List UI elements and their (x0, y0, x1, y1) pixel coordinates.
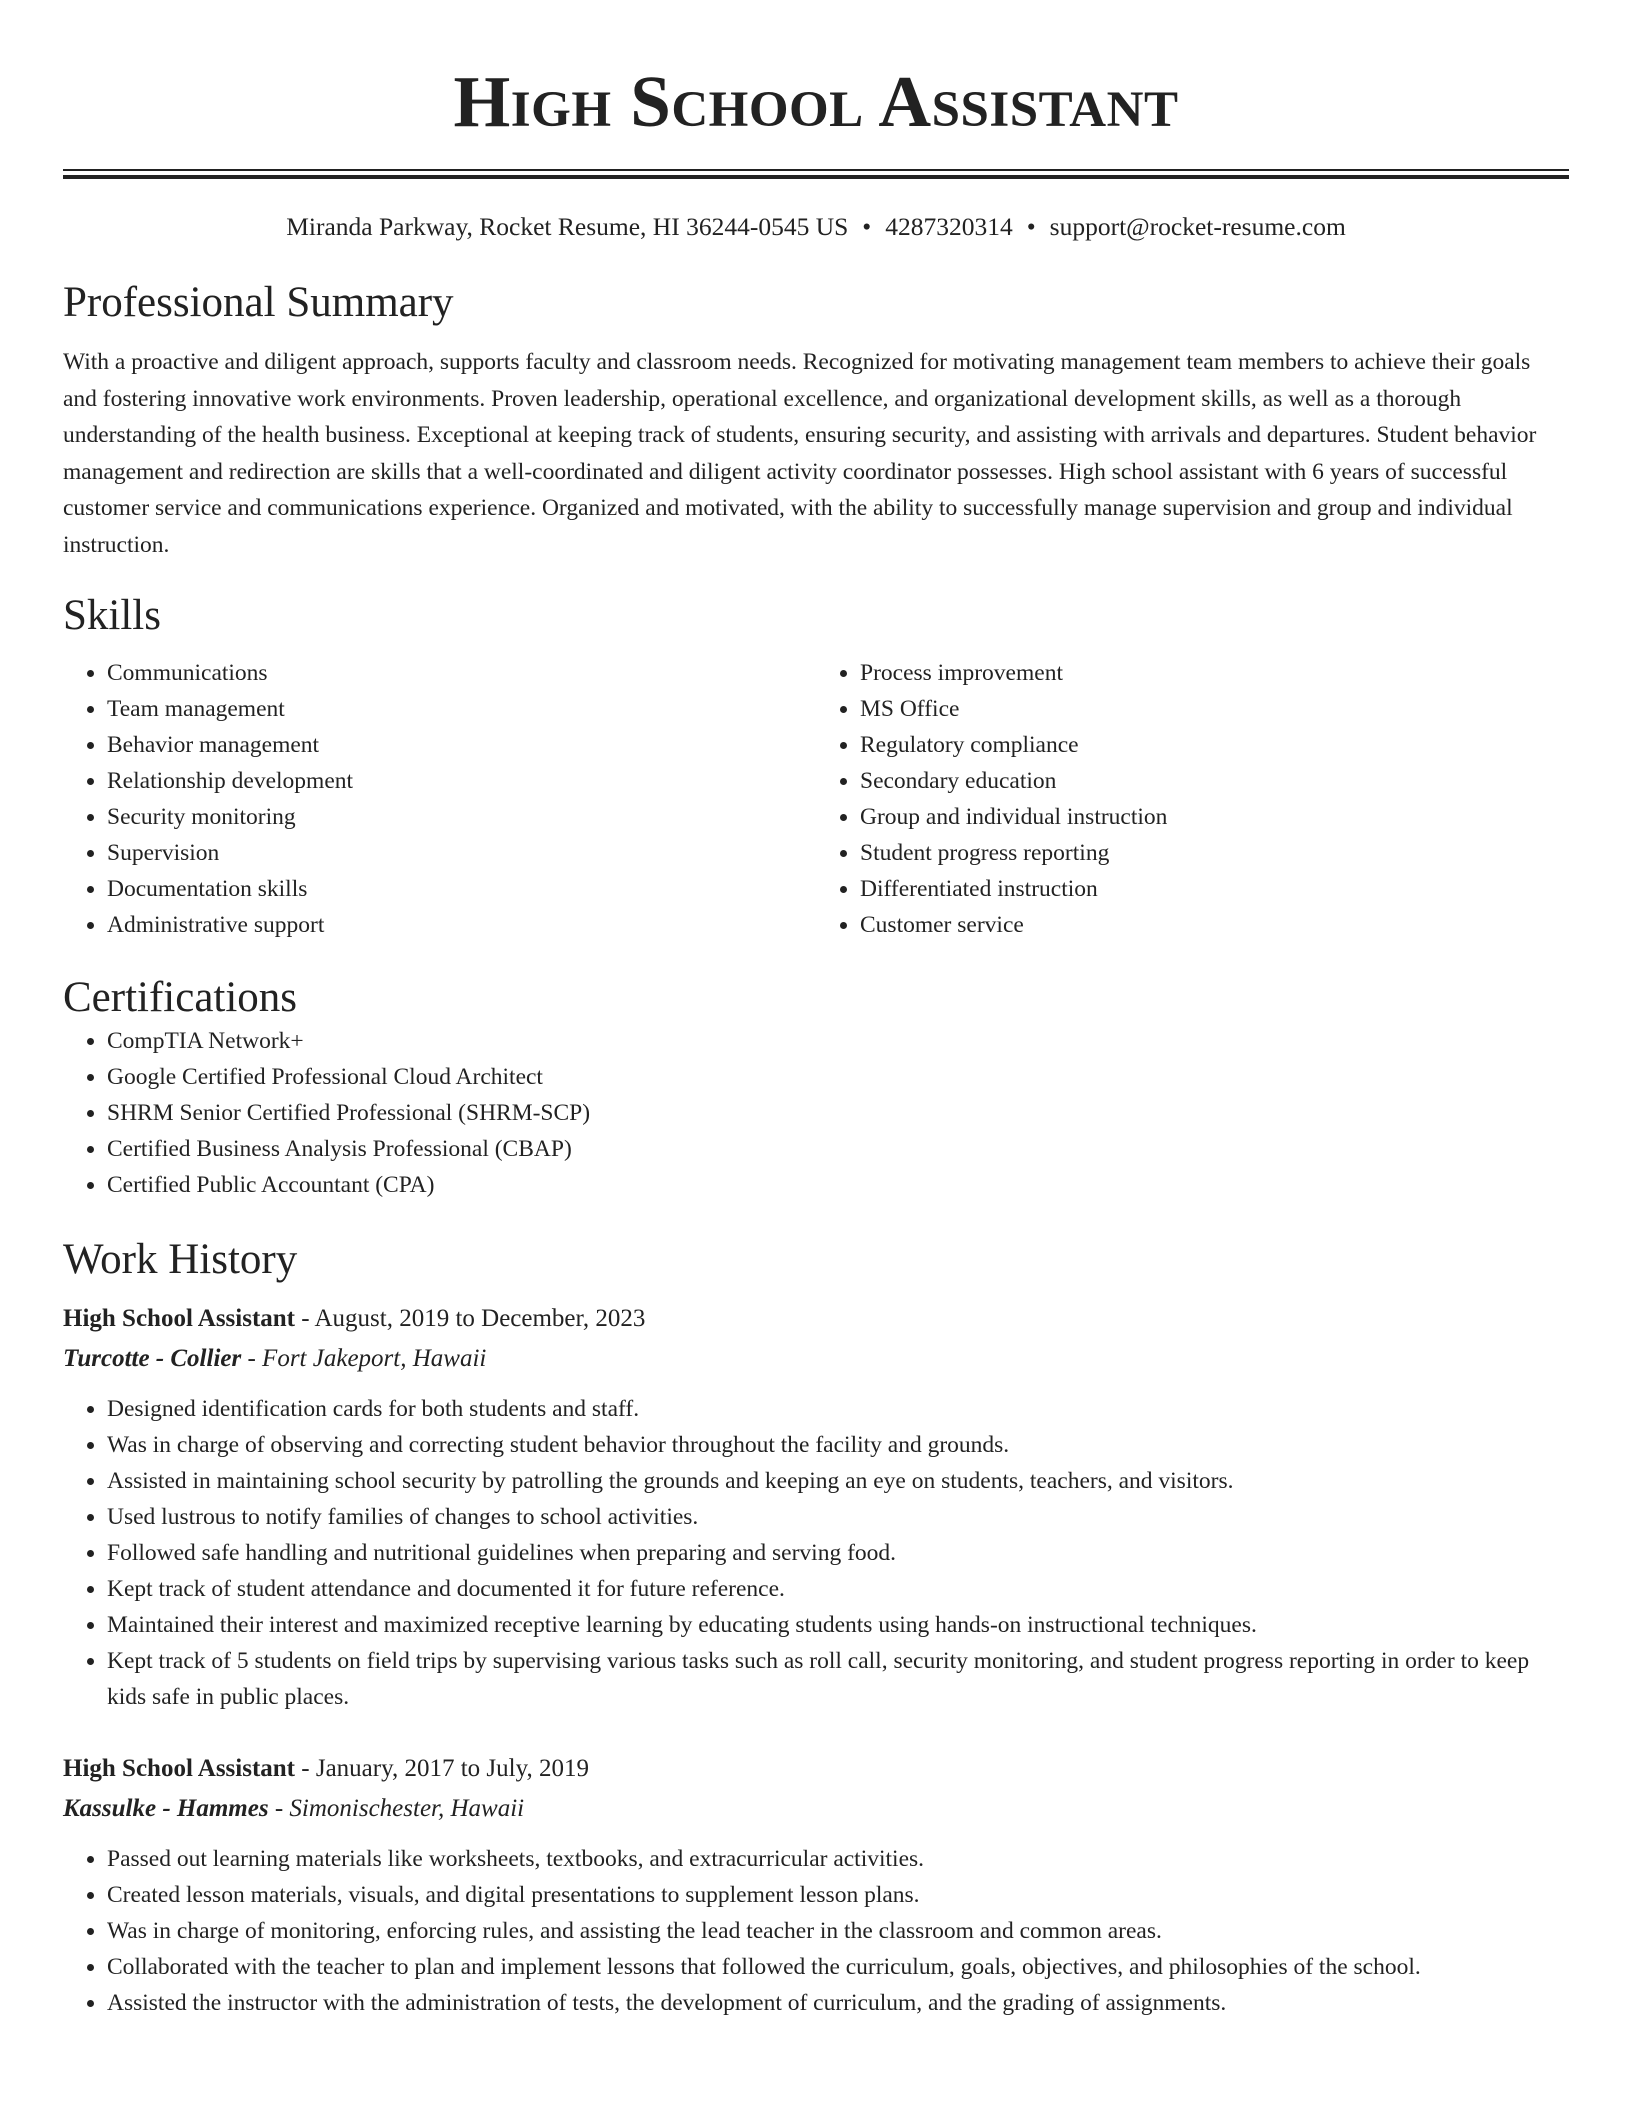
job-role: High School Assistant (63, 1755, 296, 1782)
job-duties-list (63, 1391, 1569, 1715)
job-duty: • Followed safe handling and nutritional guidelines when preparing and serving food. (107, 1535, 1569, 1571)
skill-item: • Behavior management (107, 727, 816, 763)
job-entry (63, 1749, 1569, 2021)
job-title-line (63, 1299, 1569, 1339)
certification-item: • Google Certified Professional Cloud Architect (107, 1059, 1569, 1095)
skill-item: • Customer service (860, 907, 1569, 943)
certifications-list (63, 1023, 1569, 1203)
job-company-line (63, 1789, 1569, 1829)
certifications-heading: Certifications (63, 974, 298, 1021)
job-duty: • Created lesson materials, visuals, and digital presentations to supplement lesson plans. (107, 1877, 1569, 1913)
job-duty: • Kept track of student attendance and documented it for future reference. (107, 1571, 1569, 1607)
skill-item: • Supervision (107, 835, 816, 871)
job-location: - Simonischester, Hawaii (268, 1795, 525, 1822)
job-title-line (63, 1749, 1569, 1789)
job-duty: • Collaborated with the teacher to plan and implement lessons that followed the curriculum, goals, objectives, and philosophies of the school. (107, 1949, 1569, 1985)
job-duty: • Assisted the instructor with the administration of tests, the development of curriculum, and the grading of assignments. (107, 1985, 1569, 2021)
job-dates: - August, 2019 to December, 2023 (295, 1305, 646, 1332)
skills-list-left (63, 655, 816, 943)
skill-item: • Differentiated instruction (860, 871, 1569, 907)
work-history-heading: Work History (63, 1236, 298, 1283)
job-role: High School Assistant (63, 1305, 296, 1332)
contact-address: Miranda Parkway, Rocket Resume, HI 36244-0545 US (286, 212, 849, 241)
skill-item: • Administrative support (107, 907, 816, 943)
skill-item: • Student progress reporting (860, 835, 1569, 871)
summary-text: With a proactive and diligent approach, supports faculty and classroom needs. Recognized for motivating management team members to achieve their goals and fostering innovative work environments. Proven leadership, operational excellence, and organizational development skills, as well as a thorough understanding of the health business. Exceptional at keeping track of students, ensuring security, and assisting with arrivals and departures. Student behavior management and redirection are skills that a well-coordinated and diligent activity coordinator possesses. High school assistant with 6 years of successful customer service and communications experience. Organized and motivated, with the ability to successfully manage supervision and group and individual instruction. (63, 349, 1537, 558)
skill-item: • Team management (107, 691, 816, 727)
skill-item: • Documentation skills (107, 871, 816, 907)
title-divider (63, 169, 1569, 179)
skill-item: • Communications (107, 655, 816, 691)
job-duty: • Was in charge of observing and correcting student behavior throughout the facility and grounds. (107, 1427, 1569, 1463)
skill-item: • Secondary education (860, 763, 1569, 799)
contact-separator: • (1026, 212, 1036, 241)
job-company: Kassulke - Hammes (63, 1795, 269, 1822)
skill-item: • Process improvement (860, 655, 1569, 691)
certification-item: • Certified Public Accountant (CPA) (107, 1167, 1569, 1203)
job-duty: • Designed identification cards for both students and staff. (107, 1391, 1569, 1427)
contact-line (63, 212, 1569, 242)
job-company-line (63, 1339, 1569, 1379)
job-duty: • Was in charge of monitoring, enforcing rules, and assisting the lead teacher in the classroom and common areas. (107, 1913, 1569, 1949)
job-duty: • Used lustrous to notify families of changes to school activities. (107, 1499, 1569, 1535)
contact-separator: • (862, 212, 872, 241)
job-duty: • Passed out learning materials like worksheets, textbooks, and extracurricular activities. (107, 1841, 1569, 1877)
certification-item: • Certified Business Analysis Professional (CBAP) (107, 1131, 1569, 1167)
skills-columns (63, 655, 1569, 943)
job-dates: - January, 2017 to July, 2019 (295, 1755, 589, 1782)
skills-list-right (816, 655, 1569, 943)
job-duty: • Maintained their interest and maximized receptive learning by educating students using hands-on instructional techniques. (107, 1607, 1569, 1643)
resume-title: High School Assistant (453, 61, 1179, 142)
skill-item: • Regulatory compliance (860, 727, 1569, 763)
job-duty: • Assisted in maintaining school security by patrolling the grounds and keeping an eye on students, teachers, and visitors. (107, 1463, 1569, 1499)
job-location: - Fort Jakeport, Hawaii (241, 1345, 487, 1372)
job-duty: • Kept track of 5 students on field trips by supervising various tasks such as roll call, security monitoring, and student progress reporting in order to keep kids safe in public places. (107, 1643, 1569, 1715)
job-company: Turcotte - Collier (63, 1345, 242, 1372)
certification-item: • CompTIA Network+ (107, 1023, 1569, 1059)
contact-email[interactable]: support@rocket-resume.com (1049, 212, 1346, 241)
job-duties-list (63, 1841, 1569, 2021)
skill-item: • Relationship development (107, 763, 816, 799)
contact-phone: 4287320314 (885, 212, 1013, 241)
job-entry (63, 1299, 1569, 1715)
skill-item: • Security monitoring (107, 799, 816, 835)
skill-item: • Group and individual instruction (860, 799, 1569, 835)
summary-heading: Professional Summary (63, 279, 454, 326)
certification-item: • SHRM Senior Certified Professional (SHRM-SCP) (107, 1095, 1569, 1131)
skills-heading: Skills (63, 592, 161, 639)
skill-item: • MS Office (860, 691, 1569, 727)
